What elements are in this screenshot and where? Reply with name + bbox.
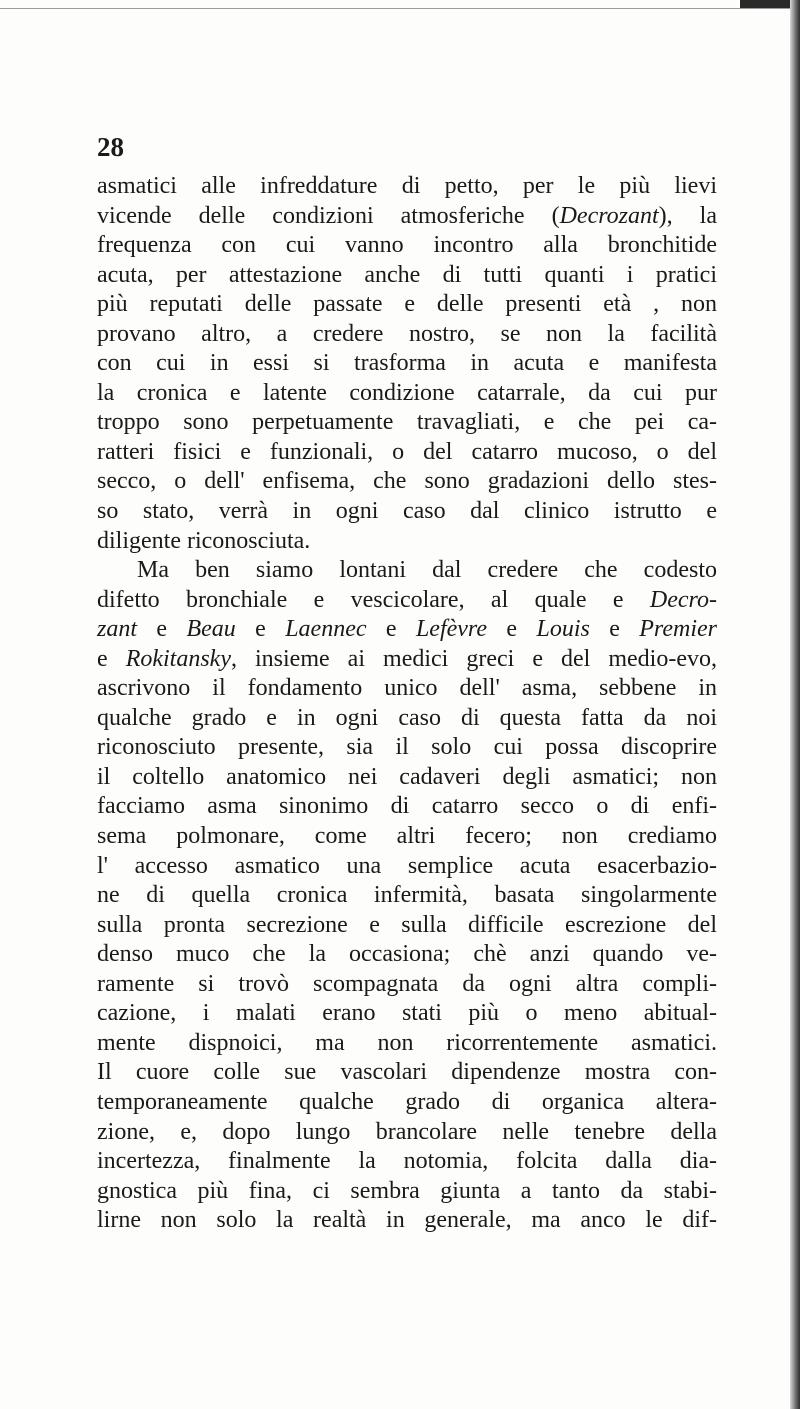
text-line: ramente si trovò scompagnata da ogni altra compli- bbox=[97, 970, 717, 997]
text-line: Il cuore colle sue vascolari dipendenze mostra con- bbox=[97, 1059, 717, 1086]
text-line: Ma ben siamo lontani dal credere che codesto bbox=[137, 557, 717, 584]
page-right-edge-shadow bbox=[790, 0, 800, 1409]
text-line: provano altro, a credere nostro, se non la facilità bbox=[97, 320, 717, 347]
text-line: frequenza con cui vanno incontro alla bronchitide bbox=[97, 232, 717, 259]
text-line: zant e Beau e Laennec e Lefèvre e Louis e Premier bbox=[97, 616, 718, 643]
text-line: ratteri fisici e funzionali, o del catarro mucoso, o del bbox=[97, 438, 717, 465]
text-line: asmatici alle infreddature di petto, per le più lievi bbox=[97, 173, 717, 199]
text-line: denso muco che la occasiona; chè anzi quando ve- bbox=[97, 941, 717, 968]
text-line: ascrivono il fondamento unico dell' asma, sebbene in bbox=[97, 675, 717, 702]
text-line: difetto bronchiale e vescicolare, al quale e Decro- bbox=[97, 586, 717, 613]
text-line: sulla pronta secrezione e sulla difficile escrezione del bbox=[97, 911, 717, 938]
text-line: il coltello anatomico nei cadaveri degli asmatici; non bbox=[97, 763, 717, 790]
text-line: gnostica più fina, ci sembra giunta a tanto da stabi- bbox=[97, 1177, 717, 1204]
text-line: facciamo asma sinonimo di catarro secco o di enfi- bbox=[97, 793, 717, 820]
text-line: temporaneamente qualche grado di organica altera- bbox=[97, 1088, 717, 1115]
text-line: zione, e, dopo lungo brancolare nelle tenebre della bbox=[97, 1118, 717, 1145]
text-line: so stato, verrà in ogni caso dal clinico istrutto e bbox=[97, 498, 717, 525]
body-text bbox=[97, 172, 717, 1236]
text-line: vicende delle condizioni atmosferiche (Decrozant), la bbox=[97, 202, 717, 229]
text-line: riconosciuto presente, sia il solo cui possa discoprire bbox=[97, 734, 717, 761]
text-line: sema polmonare, come altri fecero; non crediamo bbox=[97, 823, 717, 850]
page-number: 28 bbox=[97, 132, 124, 162]
text-line: mente dispnoici, ma non ricorrentemente asmatici. bbox=[97, 1029, 717, 1056]
text-line: con cui in essi si trasforma in acuta e manifesta bbox=[97, 350, 717, 377]
text-line: l' accesso asmatico una semplice acuta esacerbazio- bbox=[97, 852, 717, 879]
text-line: lirne non solo la realtà in generale, ma anco le dif- bbox=[97, 1207, 717, 1234]
text-line: secco, o dell' enfisema, che sono gradazioni dello stes- bbox=[97, 468, 717, 495]
top-edge-rule bbox=[0, 0, 800, 9]
text-line: troppo sono perpetuamente travagliati, e che pei ca- bbox=[97, 409, 717, 436]
text-line: cazione, i malati erano stati più o meno abitual- bbox=[97, 1000, 717, 1027]
text-line: qualche grado e in ogni caso di questa fatta da noi bbox=[97, 704, 717, 731]
text-line: diligente riconosciuta. bbox=[97, 527, 311, 554]
text-line: più reputati delle passate e delle presenti età , non bbox=[97, 291, 717, 318]
text-line: ne di quella cronica infermità, basata singolarmente bbox=[97, 882, 717, 909]
text-line: incertezza, finalmente la notomia, folcita dalla dia- bbox=[97, 1148, 717, 1175]
text-line: e Rokitansky, insieme ai medici greci e del medio-evo, bbox=[97, 645, 717, 672]
text-line: la cronica e latente condizione catarrale, da cui pur bbox=[97, 379, 717, 406]
text-line: acuta, per attestazione anche di tutti quanti i pratici bbox=[97, 261, 717, 288]
